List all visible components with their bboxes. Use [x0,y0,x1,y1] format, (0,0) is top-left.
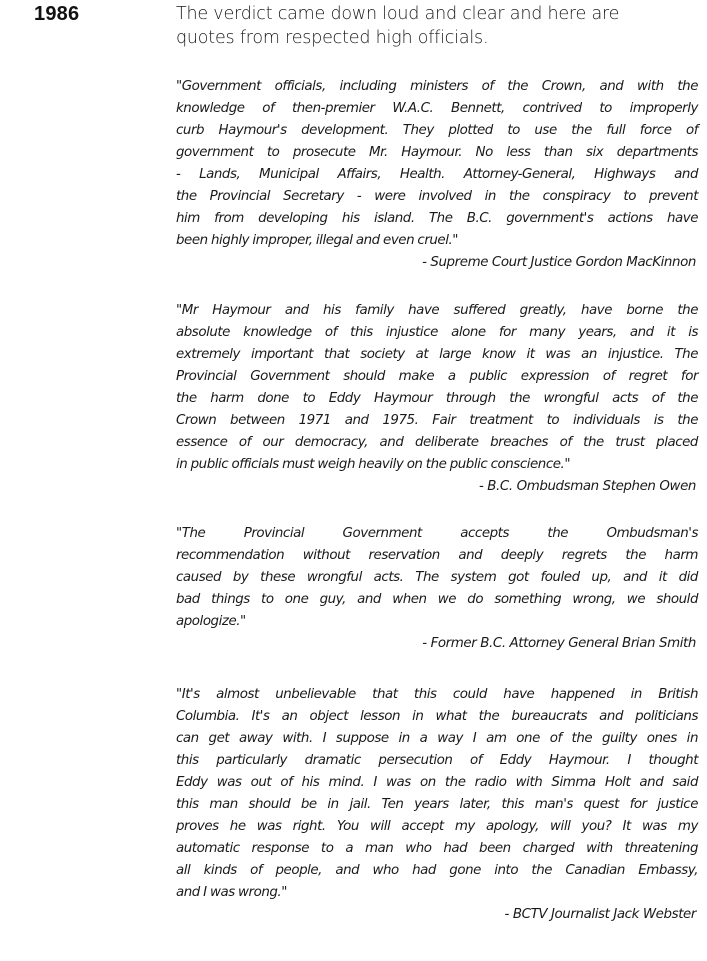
quote-line: Eddy was out of his mind. I was on the radio with Simma Holt and said [176,775,698,790]
quote-attorney-general [176,523,698,655]
quote-line: government to prosecute Mr. Haymour. No less than six departments [176,145,698,160]
quote-line: bad things to one guy, and when we do something wrong, we should [176,592,698,607]
year-heading: 1986 [34,3,80,25]
quote-line: absolute knowledge of this injustice alone for many years, and it is [176,325,698,340]
quote-line: "Mr Haymour and his family have suffered greatly, have borne the [176,303,698,318]
quote-line: and I was wrong." [176,885,287,900]
quote-line: the Provincial Secretary - were involved in the conspiracy to prevent [176,189,698,204]
intro-paragraph [176,2,676,50]
quote-line: caused by these wrongful acts. The system got fouled up, and it did [176,570,698,585]
quote-line: apologize." [176,614,246,629]
quote-line: knowledge of then-premier W.A.C. Bennett, contrived to improperly [176,101,698,116]
quote-line: - Lands, Municipal Affairs, Health. Attorney-General, Highways and [176,167,698,182]
quote-line: the harm done to Eddy Haymour through the wrongful acts of the [176,391,698,406]
intro-line: The verdict came down loud and clear and here are [176,4,620,24]
quote-line: essence of our democracy, and deliberate breaches of the trust placed [176,435,698,450]
quote-line: in public officials must weigh heavily on the public conscience." [176,457,571,472]
quote-attribution: - Supreme Court Justice Gordon MacKinnon [422,255,696,270]
quote-line: this particularly dramatic persecution of Eddy Haymour. I thought [176,753,698,768]
quote-ombudsman [176,300,698,498]
quote-line: all kinds of people, and who had gone into the Canadian Embassy, [176,863,698,878]
quote-attribution: - Former B.C. Attorney General Brian Smith [422,636,696,651]
quote-webster [176,684,698,926]
quote-attribution: - BCTV Journalist Jack Webster [504,907,696,922]
quote-mackinnon [176,76,698,274]
quote-line: can get away with. I suppose in a way I am one of the guilty ones in [176,731,698,746]
quote-line: been highly improper, illegal and even cruel." [176,233,459,248]
intro-line: quotes from respected high officials. [176,28,489,48]
quote-line: "Government officials, including ministers of the Crown, and with the [176,79,698,94]
quote-line: Crown between 1971 and 1975. Fair treatment to individuals is the [176,413,698,428]
quote-line: him from developing his island. The B.C. government's actions have [176,211,698,226]
quote-line: extremely important that society at large know it was an injustice. The [176,347,698,362]
quote-line: proves he was right. You will accept my apology, will you? It was my [176,819,698,834]
quote-line: Provincial Government should make a public expression of regret for [176,369,698,384]
quote-line: "The Provincial Government accepts the Ombudsman's [176,526,698,541]
quote-attribution: - B.C. Ombudsman Stephen Owen [478,479,696,494]
quote-line: automatic response to a man who had been charged with threatening [176,841,698,856]
quote-line: curb Haymour's development. They plotted to use the full force of [176,123,698,138]
quote-line: recommendation without reservation and deeply regrets the harm [176,548,698,563]
quote-line: this man should be in jail. Ten years later, this man's quest for justice [176,797,698,812]
quote-line: Columbia. It's an object lesson in what the bureaucrats and politicians [176,709,698,724]
quote-line: "It's almost unbelievable that this could have happened in British [176,687,698,702]
